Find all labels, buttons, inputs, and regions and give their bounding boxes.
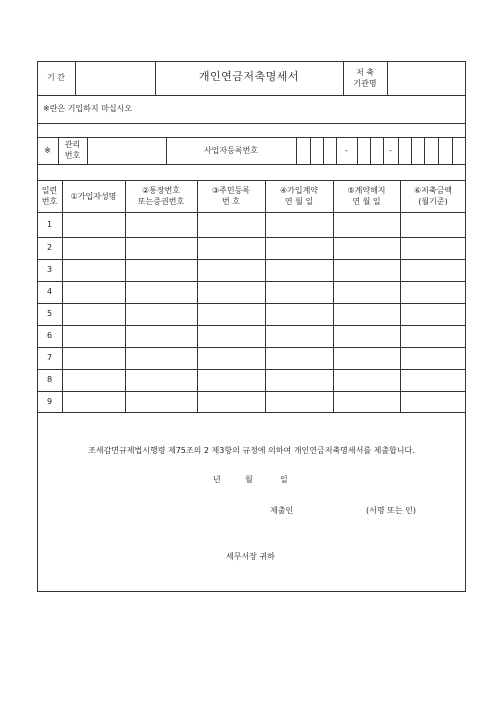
table-cell-input[interactable]: [334, 348, 399, 368]
table-cell-input[interactable]: [334, 304, 399, 324]
addressee-text: 세무서장 귀하: [226, 552, 275, 561]
submitter-label: 제출인: [270, 506, 294, 515]
table-cell-input[interactable]: [401, 304, 465, 324]
table-cell-input[interactable]: [63, 392, 124, 411]
column-header-line1: ⑤계약해지: [347, 186, 386, 195]
mgmt-mark: ※: [44, 146, 51, 155]
table-cell-input[interactable]: [401, 282, 465, 302]
table-cell-input[interactable]: [126, 213, 196, 236]
mgmt-label-line1: 관리: [64, 140, 81, 149]
column-header-line1: 일련: [41, 186, 58, 195]
row-number: 6: [46, 331, 53, 340]
table-cell-input[interactable]: [126, 326, 196, 346]
table-cell-input[interactable]: [334, 260, 399, 280]
table-cell-input[interactable]: [198, 326, 264, 346]
table-cell-input[interactable]: [401, 326, 465, 346]
table-cell-input[interactable]: [334, 282, 399, 302]
institution-label-line1: 저 축: [356, 68, 374, 77]
table-cell-input[interactable]: [126, 370, 196, 390]
sign-label: (서명 또는 인): [366, 506, 416, 515]
date-day-label: 일: [280, 475, 288, 484]
row-number: 7: [46, 353, 53, 362]
table-cell-input[interactable]: [126, 348, 196, 368]
column-header-line1: ③주민등록: [211, 186, 251, 195]
mgmt-label-line2: 번호: [64, 151, 81, 160]
column-header-line2: 연 월 일: [284, 197, 314, 206]
table-cell-input[interactable]: [198, 392, 264, 411]
column-header-line2: (월기준): [418, 197, 448, 206]
table-cell-input[interactable]: [401, 213, 465, 236]
table-cell-input[interactable]: [63, 260, 124, 280]
submitter-name-field[interactable]: [296, 502, 358, 518]
table-cell-input[interactable]: [198, 260, 264, 280]
period-label: 기 간: [47, 73, 65, 82]
column-header-line1: ⑥저축금액: [413, 186, 453, 195]
row-number: 4: [46, 287, 53, 296]
table-cell-input[interactable]: [198, 213, 264, 236]
table-cell-input[interactable]: [401, 238, 465, 258]
biz-reg-dash-1: -: [345, 146, 348, 155]
table-cell-input[interactable]: [63, 370, 124, 390]
table-cell-input[interactable]: [266, 260, 332, 280]
table-cell-input[interactable]: [266, 213, 332, 236]
notice-text: ※란은 기입하지 마십시오: [43, 104, 133, 113]
table-cell-input[interactable]: [266, 348, 332, 368]
row-number: 5: [46, 309, 53, 318]
date-year-label: 년: [213, 475, 221, 484]
row-number: 8: [46, 375, 53, 384]
column-header-line1: ①가입자성명: [70, 192, 117, 201]
table-cell-input[interactable]: [334, 326, 399, 346]
column-header-line1: ④가입계약: [279, 186, 319, 195]
table-row-rule: [37, 412, 466, 413]
table-cell-input[interactable]: [334, 213, 399, 236]
table-cell-input[interactable]: [126, 282, 196, 302]
biz-reg-label: 사업자등록번호: [203, 146, 259, 155]
row-number: 1: [46, 220, 53, 229]
table-cell-input[interactable]: [198, 370, 264, 390]
table-cell-input[interactable]: [266, 392, 332, 411]
table-cell-input[interactable]: [63, 304, 124, 324]
table-cell-input[interactable]: [63, 213, 124, 236]
form-title: 개인연금저축명세서: [198, 70, 300, 83]
institution-label-line2: 기관명: [353, 79, 377, 88]
table-cell-input[interactable]: [198, 304, 264, 324]
table-cell-input[interactable]: [126, 304, 196, 324]
row-number: 3: [46, 265, 53, 274]
statement-text: 조세감면규제법시행령 제75조의 2 제3항의 규정에 의하여 개인연금저축명세서를 제출합니다.: [88, 446, 415, 455]
table-cell-input[interactable]: [334, 370, 399, 390]
table-cell-input[interactable]: [198, 282, 264, 302]
table-cell-input[interactable]: [334, 392, 399, 411]
table-cell-input[interactable]: [198, 348, 264, 368]
table-cell-input[interactable]: [126, 392, 196, 411]
row-number: 9: [46, 397, 53, 406]
biz-reg-dash-2: -: [389, 146, 392, 155]
table-cell-input[interactable]: [401, 370, 465, 390]
table-cell-input[interactable]: [401, 260, 465, 280]
column-header-line1: ②통장번호: [141, 186, 181, 195]
table-cell-input[interactable]: [266, 326, 332, 346]
table-cell-input[interactable]: [266, 370, 332, 390]
table-cell-input[interactable]: [266, 282, 332, 302]
table-cell-input[interactable]: [266, 238, 332, 258]
table-cell-input[interactable]: [63, 348, 124, 368]
row-number: 2: [46, 243, 53, 252]
column-header-line2: 연 월 일: [352, 197, 381, 206]
table-cell-input[interactable]: [401, 348, 465, 368]
column-header-line2: 또는증권번호: [137, 197, 185, 206]
table-cell-input[interactable]: [63, 326, 124, 346]
table-cell-input[interactable]: [198, 238, 264, 258]
date-month-label: 월: [245, 475, 253, 484]
table-cell-input[interactable]: [126, 238, 196, 258]
table-cell-input[interactable]: [334, 238, 399, 258]
table-cell-input[interactable]: [63, 282, 124, 302]
table-cell-input[interactable]: [266, 304, 332, 324]
table-cell-input[interactable]: [126, 260, 196, 280]
table-cell-input[interactable]: [63, 238, 124, 258]
table-cell-input[interactable]: [401, 392, 465, 411]
column-header-line2: 번호: [41, 197, 58, 206]
column-header-line2: 번 호: [222, 197, 240, 206]
